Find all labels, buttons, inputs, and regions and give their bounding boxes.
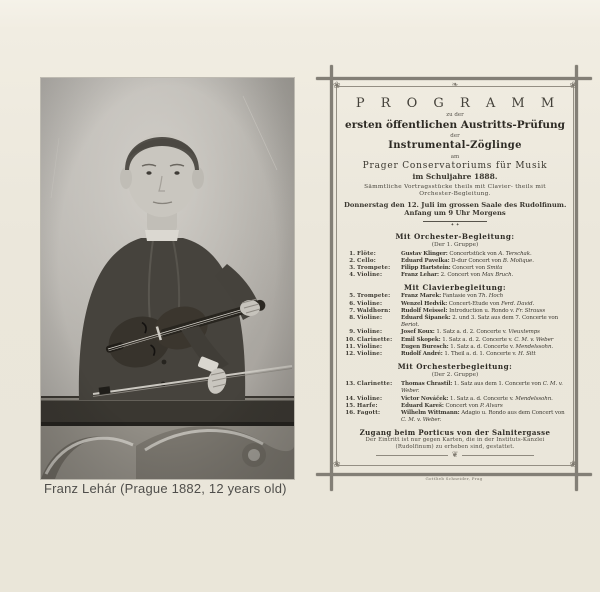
fleuron-icon: ❦	[451, 450, 459, 459]
program-row: 5. Trompete: Franz Marek: Fantasie von Th. Hoch	[349, 293, 504, 300]
lehar-photo	[41, 78, 294, 479]
fleuron-icon: ❧	[451, 80, 459, 89]
program-note-line1: Sämmtliche Vortragsstücke theils mit Clavier- theils mit	[364, 183, 546, 190]
program-row: 1. Flöte: Gustav Klinger: Concertstück von A. Terschak.	[349, 250, 532, 257]
notice-line2: (Rudolfinum) zu erheben sind, gestattet.	[395, 443, 515, 450]
border-right-line	[575, 65, 578, 491]
group3-subheading: (Der 2. Gruppe)	[431, 372, 479, 379]
program-pre1: zu der	[446, 112, 464, 118]
program-row: 15. Harfe: Eduard Kareš: Concert von P. Alvars	[345, 402, 503, 409]
program-pre3: am	[450, 153, 460, 160]
group2-heading: Mit Clavierbegleitung:	[404, 283, 506, 293]
section-divider	[344, 221, 566, 228]
program-headline2: Instrumental-Zöglinge	[388, 140, 522, 151]
program-row: 3. Trompete: Filipp Hartstein: Concert von Smita	[349, 264, 503, 271]
program-note-line2: Orchester-Begleitung.	[419, 190, 491, 197]
program-time-line: Anfang um 9 Uhr Morgens	[404, 209, 506, 217]
group2-rows	[344, 293, 566, 358]
program-pre2: der	[450, 133, 460, 139]
group1-subheading: (Der 1. Gruppe)	[431, 241, 479, 248]
program-org-line1: Prager Conservatoriums für Musik	[362, 160, 548, 171]
group3-heading: Mit Orchesterbegleitung:	[397, 362, 513, 372]
printer-imprint: Gottlieb Schneider, Prag	[425, 476, 483, 481]
program-row: 16. Fagott: Wilhelm Wittmann: Adagio u. Rondo aus dem Concert von C. M. v. Weber.	[345, 409, 565, 424]
program-org-line2: im Schuljahre 1888.	[412, 171, 498, 181]
access-line: Zugang beim Porticus von der Salnitergasse	[359, 428, 551, 438]
bottom-flourish	[337, 451, 573, 459]
program-row: 7. Waldhorn: Rudolf Meissel: Introduction u. Rondo v. Fr. Strauss	[349, 307, 546, 314]
group1-rows	[344, 251, 566, 280]
program-row: 11. Violine: Eugen Buresch: 1. Satz a. d. Concerte v. Mendelssohn.	[345, 343, 554, 350]
rosette-icon: ❀	[333, 81, 341, 91]
program-headline1: ersten öffentlichen Austritts-Prüfung	[345, 119, 565, 131]
program-row: 6. Violine: Wenzel Hedvik: Concert-Etude von Ferd. David.	[349, 300, 535, 307]
notice-line1: Der Eintritt ist nur gegen Karten, die in der Instituts-Kanzlei	[365, 437, 545, 444]
rosette-icon: ❀	[333, 460, 341, 470]
group1-heading: Mit Orchester-Begleitung:	[395, 231, 515, 241]
divider-ornament-icon: ✦ ✦	[450, 222, 460, 228]
program-row: 14. Violine: Victor Nováček: 1. Satz a. d. Concerte v. Mendelssohn.	[345, 395, 553, 402]
rosette-icon: ❀	[569, 81, 577, 91]
program-date-line: Donnerstag den 12. Juli im grossen Saale des Rudolfinum.	[344, 200, 567, 209]
border-left-line	[330, 65, 333, 491]
group3-rows	[344, 381, 566, 424]
boy-with-violin-illustration	[41, 78, 294, 479]
program-title: P R O G R A M M	[355, 96, 561, 111]
program-card	[320, 62, 588, 492]
ornamental-frame	[333, 80, 577, 470]
program-row: 13. Clarinette: Thomas Chrastil: 1. Satz aus dem 1. Concerte von C. M. v. Weber.	[345, 381, 563, 395]
program-row: 2. Cello: Eduard Pavelka: D-dur Concert von B. Molique.	[349, 257, 534, 264]
program-row: 12. Violine: Rudolf André: 1. Theil a. d. 1. Concerte v. H. Sitt	[345, 350, 536, 357]
program-row: 9. Violine: Josef Koux: 1. Satz a. d. 2. Concerte v. Vieuxtemps	[349, 329, 540, 336]
program-content	[344, 96, 566, 450]
photo-caption: Franz Lehár (Prague 1882, 12 years old)	[44, 481, 287, 496]
program-row: 4. Violine: Franz Lehar: 2. Concert von Max Bruch.	[349, 272, 514, 279]
rosette-icon: ❀	[569, 460, 577, 470]
program-row: 8. Violine: Eduard Šipanek: 2. und 3. Satz aus dem 7. Concerte von Beriot.	[349, 314, 559, 329]
program-row: 10. Clarinette: Emil Skopek: 1. Satz a. d. 2. Concerte v. C. M. v. Weber	[345, 336, 554, 343]
